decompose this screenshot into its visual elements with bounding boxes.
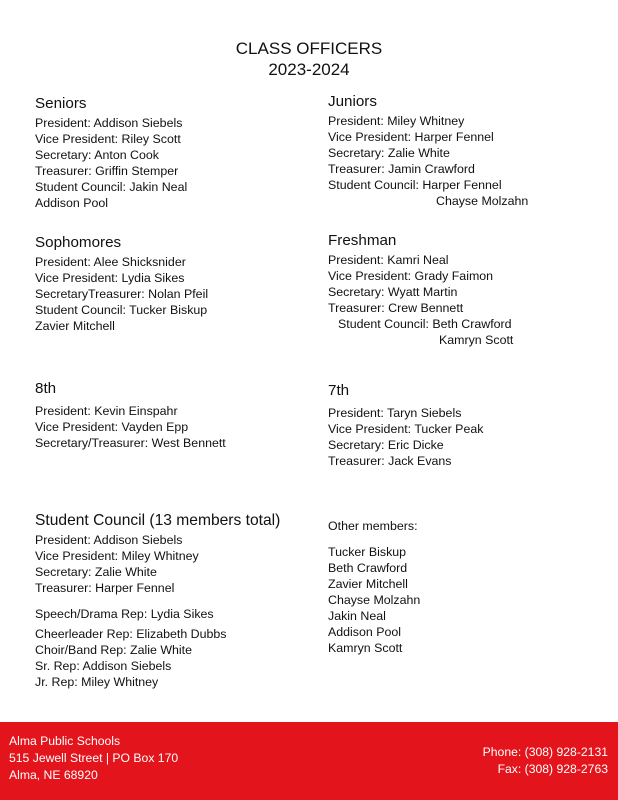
other-member: Kamryn Scott xyxy=(328,641,403,655)
eighth-heading: 8th xyxy=(35,380,57,397)
seventh-secretary: Secretary: Eric Dicke xyxy=(328,438,444,452)
seventh-treasurer: Treasurer: Jack Evans xyxy=(328,454,452,468)
footer-contact-block xyxy=(483,744,608,778)
seventh-president: President: Taryn Siebels xyxy=(328,406,462,420)
seniors-secretary: Secretary: Anton Cook xyxy=(35,148,159,162)
council-cheer-rep: Cheerleader Rep: Elizabeth Dubbs xyxy=(35,627,227,641)
sophomores-president: President: Alee Shicksnider xyxy=(35,255,186,269)
title-line-1: CLASS OFFICERS xyxy=(235,39,383,58)
seventh-vice-president: Vice President: Tucker Peak xyxy=(328,422,484,436)
juniors-secretary: Secretary: Zalie White xyxy=(328,146,450,160)
page-title xyxy=(0,38,618,80)
sophomores-section xyxy=(35,233,208,334)
freshman-secretary: Secretary: Wyatt Martin xyxy=(328,285,458,299)
juniors-student-council: Student Council: Harper Fennel xyxy=(328,178,502,192)
council-vice-president: Vice President: Miley Whitney xyxy=(35,549,199,563)
other-members-section xyxy=(328,518,420,656)
juniors-section xyxy=(328,92,528,209)
council-jr-rep: Jr. Rep: Miley Whitney xyxy=(35,675,159,689)
juniors-vice-president: Vice President: Harper Fennel xyxy=(328,130,494,144)
footer-bar xyxy=(0,722,618,800)
sophomores-student-council: Student Council: Tucker Biskup xyxy=(35,303,208,317)
student-council-section xyxy=(35,511,280,690)
seniors-heading: Seniors xyxy=(35,95,87,112)
seventh-heading: 7th xyxy=(328,382,350,399)
footer-street-address: 515 Jewell Street | PO Box 170 xyxy=(9,751,179,765)
eighth-secretary-treasurer: Secretary/Treasurer: West Bennett xyxy=(35,436,226,450)
eighth-vice-president: Vice President: Vayden Epp xyxy=(35,420,189,434)
other-member: Chayse Molzahn xyxy=(328,593,421,607)
other-members-heading: Other members: xyxy=(328,519,418,533)
freshman-president: President: Kamri Neal xyxy=(328,253,449,267)
footer-school-name: Alma Public Schools xyxy=(9,734,121,748)
other-member: Tucker Biskup xyxy=(328,545,407,559)
eighth-president: President: Kevin Einspahr xyxy=(35,404,178,418)
juniors-president: President: Miley Whitney xyxy=(328,114,465,128)
juniors-student-council-2: Chayse Molzahn xyxy=(436,194,529,208)
freshman-heading: Freshman xyxy=(328,232,397,249)
freshman-treasurer: Treasurer: Crew Bennett xyxy=(328,301,464,315)
juniors-heading: Juniors xyxy=(328,93,377,110)
sophomores-heading: Sophomores xyxy=(35,234,122,251)
sophomores-vice-president: Vice President: Lydia Sikes xyxy=(35,271,185,285)
sophomores-secretary-treasurer: SecretaryTreasurer: Nolan Pfeil xyxy=(35,287,209,301)
sophomores-student-council-2: Zavier Mitchell xyxy=(35,319,115,333)
seventh-section xyxy=(328,381,483,469)
council-president: President: Addison Siebels xyxy=(35,533,183,547)
freshman-student-council: Student Council: Beth Crawford xyxy=(338,317,512,331)
student-council-heading: Student Council (13 members total) xyxy=(35,512,281,529)
title-line-2: 2023-2024 xyxy=(268,60,350,79)
footer-fax: Fax: (308) 928-2763 xyxy=(497,762,608,776)
seniors-section xyxy=(35,94,187,211)
footer-address-block xyxy=(9,733,178,784)
freshman-vice-president: Vice President: Grady Faimon xyxy=(328,269,494,283)
council-speech-rep: Speech/Drama Rep: Lydia Sikes xyxy=(35,607,214,621)
other-member: Zavier Mitchell xyxy=(328,577,408,591)
seniors-vice-president: Vice President: Riley Scott xyxy=(35,132,181,146)
freshman-section xyxy=(328,231,513,348)
council-treasurer: Treasurer: Harper Fennel xyxy=(35,581,175,595)
seniors-student-council: Student Council: Jakin Neal xyxy=(35,180,188,194)
council-sr-rep: Sr. Rep: Addison Siebels xyxy=(35,659,172,673)
seniors-student-council-2: Addison Pool xyxy=(35,196,109,210)
council-secretary: Secretary: Zalie White xyxy=(35,565,157,579)
council-choir-rep: Choir/Band Rep: Zalie White xyxy=(35,643,193,657)
seniors-treasurer: Treasurer: Griffin Stemper xyxy=(35,164,179,178)
other-member: Beth Crawford xyxy=(328,561,408,575)
juniors-treasurer: Treasurer: Jamin Crawford xyxy=(328,162,475,176)
other-member: Jakin Neal xyxy=(328,609,386,623)
other-member: Addison Pool xyxy=(328,625,402,639)
footer-city: Alma, NE 68920 xyxy=(9,768,98,782)
footer-phone: Phone: (308) 928-2131 xyxy=(482,745,608,759)
eighth-section xyxy=(35,379,226,451)
seniors-president: President: Addison Siebels xyxy=(35,116,183,130)
freshman-student-council-2: Kamryn Scott xyxy=(439,333,514,347)
